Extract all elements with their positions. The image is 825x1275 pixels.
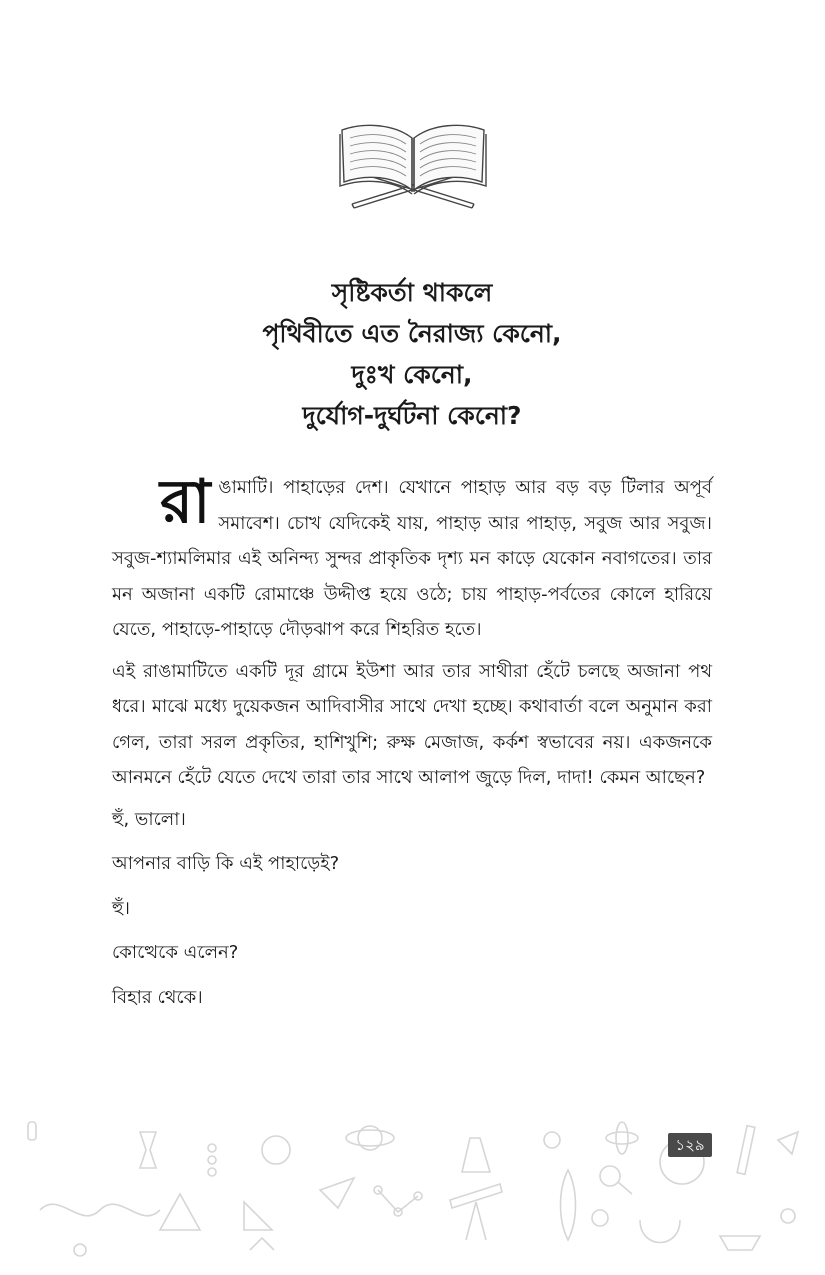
page-number-badge: ১২৯ [668, 1133, 712, 1157]
title-line-1: সৃষ্টিকর্তা থাকলে [331, 278, 493, 307]
hourglass-icon [140, 1132, 156, 1168]
body-text [112, 467, 712, 1024]
magnet-icon [640, 1220, 680, 1243]
dialogue-line-5: বিহার থেকে। [112, 986, 203, 1008]
rocket-icon [561, 1170, 576, 1240]
paragraph-2: এই রাঙামাটিতে একটি দূর গ্রামে ইউশা আর তার সাথীরা হেঁটে চলছে অজানা পথ ধরে। মাঝে মধ্যে দুয়েকজন আদিবাসীর সাথে দেখা হচ্ছে। কথাবার্তা বলে অনুমান করা গেল, তারা সরল প্রকৃতির, হাশিখুশি; রুক্ষ মেজাজ, কর্কশ স্বভাবের নয়। একজনকে আনমনে হেঁটে যেতে দেখে তারা তার সাথে আলাপ জুড়ে দিল, দাদা! কেমন আছেন? [112, 660, 712, 788]
title-line-2: পৃথিবীতে এত নৈরাজ্য কেনো, [262, 319, 562, 348]
ruler-icon [737, 1126, 755, 1175]
dialogue-line-1: হুঁ, ভালো। [112, 808, 186, 830]
test-tube-icon [28, 1122, 36, 1140]
title-line-3: দুঃখ কেনো, [351, 360, 473, 389]
dialogue-line-3: হুঁ। [112, 897, 130, 919]
dialogue-line-2: আপনার বাড়ি কি এই পাহাড়েই? [112, 853, 340, 874]
flask-icon [462, 1138, 490, 1172]
atom-icon [606, 1132, 638, 1144]
chapter-title [112, 272, 712, 436]
lightbulb-icon [544, 1132, 560, 1148]
pyramid-icon [160, 1194, 200, 1230]
drop-cap: রা [160, 467, 211, 537]
planet-icon [346, 1130, 394, 1146]
paragraph-1-text: ঙামাটি। পাহাড়ের দেশ। যেখানে পাহাড় আর বড় বড় টিলার অপূর্ব সমাবেশ। চোখ যেদিকেই যায়, পাহাড় আর পাহাড়, সবুজ আর সবুজ। সবুজ-শ্যামলিমার এই অনিন্দ্য সুন্দর প্রাকৃতিক দৃশ্য মন কাড়ে যেকোন নবাগতের। তার মন অজানা একটি রোমাঞ্চে উদ্দীপ্ত হয়ে ওঠে; চায় পাহাড়-পর্বতের কোলে হারিয়ে যেতে, পাহাড়ে-পাহাড়ে দৌড়ঝাপ করে শিহরিত হতে। [112, 477, 712, 640]
dna-icon [40, 1204, 160, 1216]
open-book-on-stand-icon [334, 116, 492, 214]
magnifier-icon [262, 1136, 290, 1164]
title-line-4: দুর্যোগ-দুর্ঘটনা কেনো? [302, 401, 522, 430]
paper-plane-icon [320, 1178, 354, 1208]
dialogue-line-4: কোত্থেকে এলেন? [112, 942, 239, 963]
paragraph-1 [112, 467, 712, 648]
